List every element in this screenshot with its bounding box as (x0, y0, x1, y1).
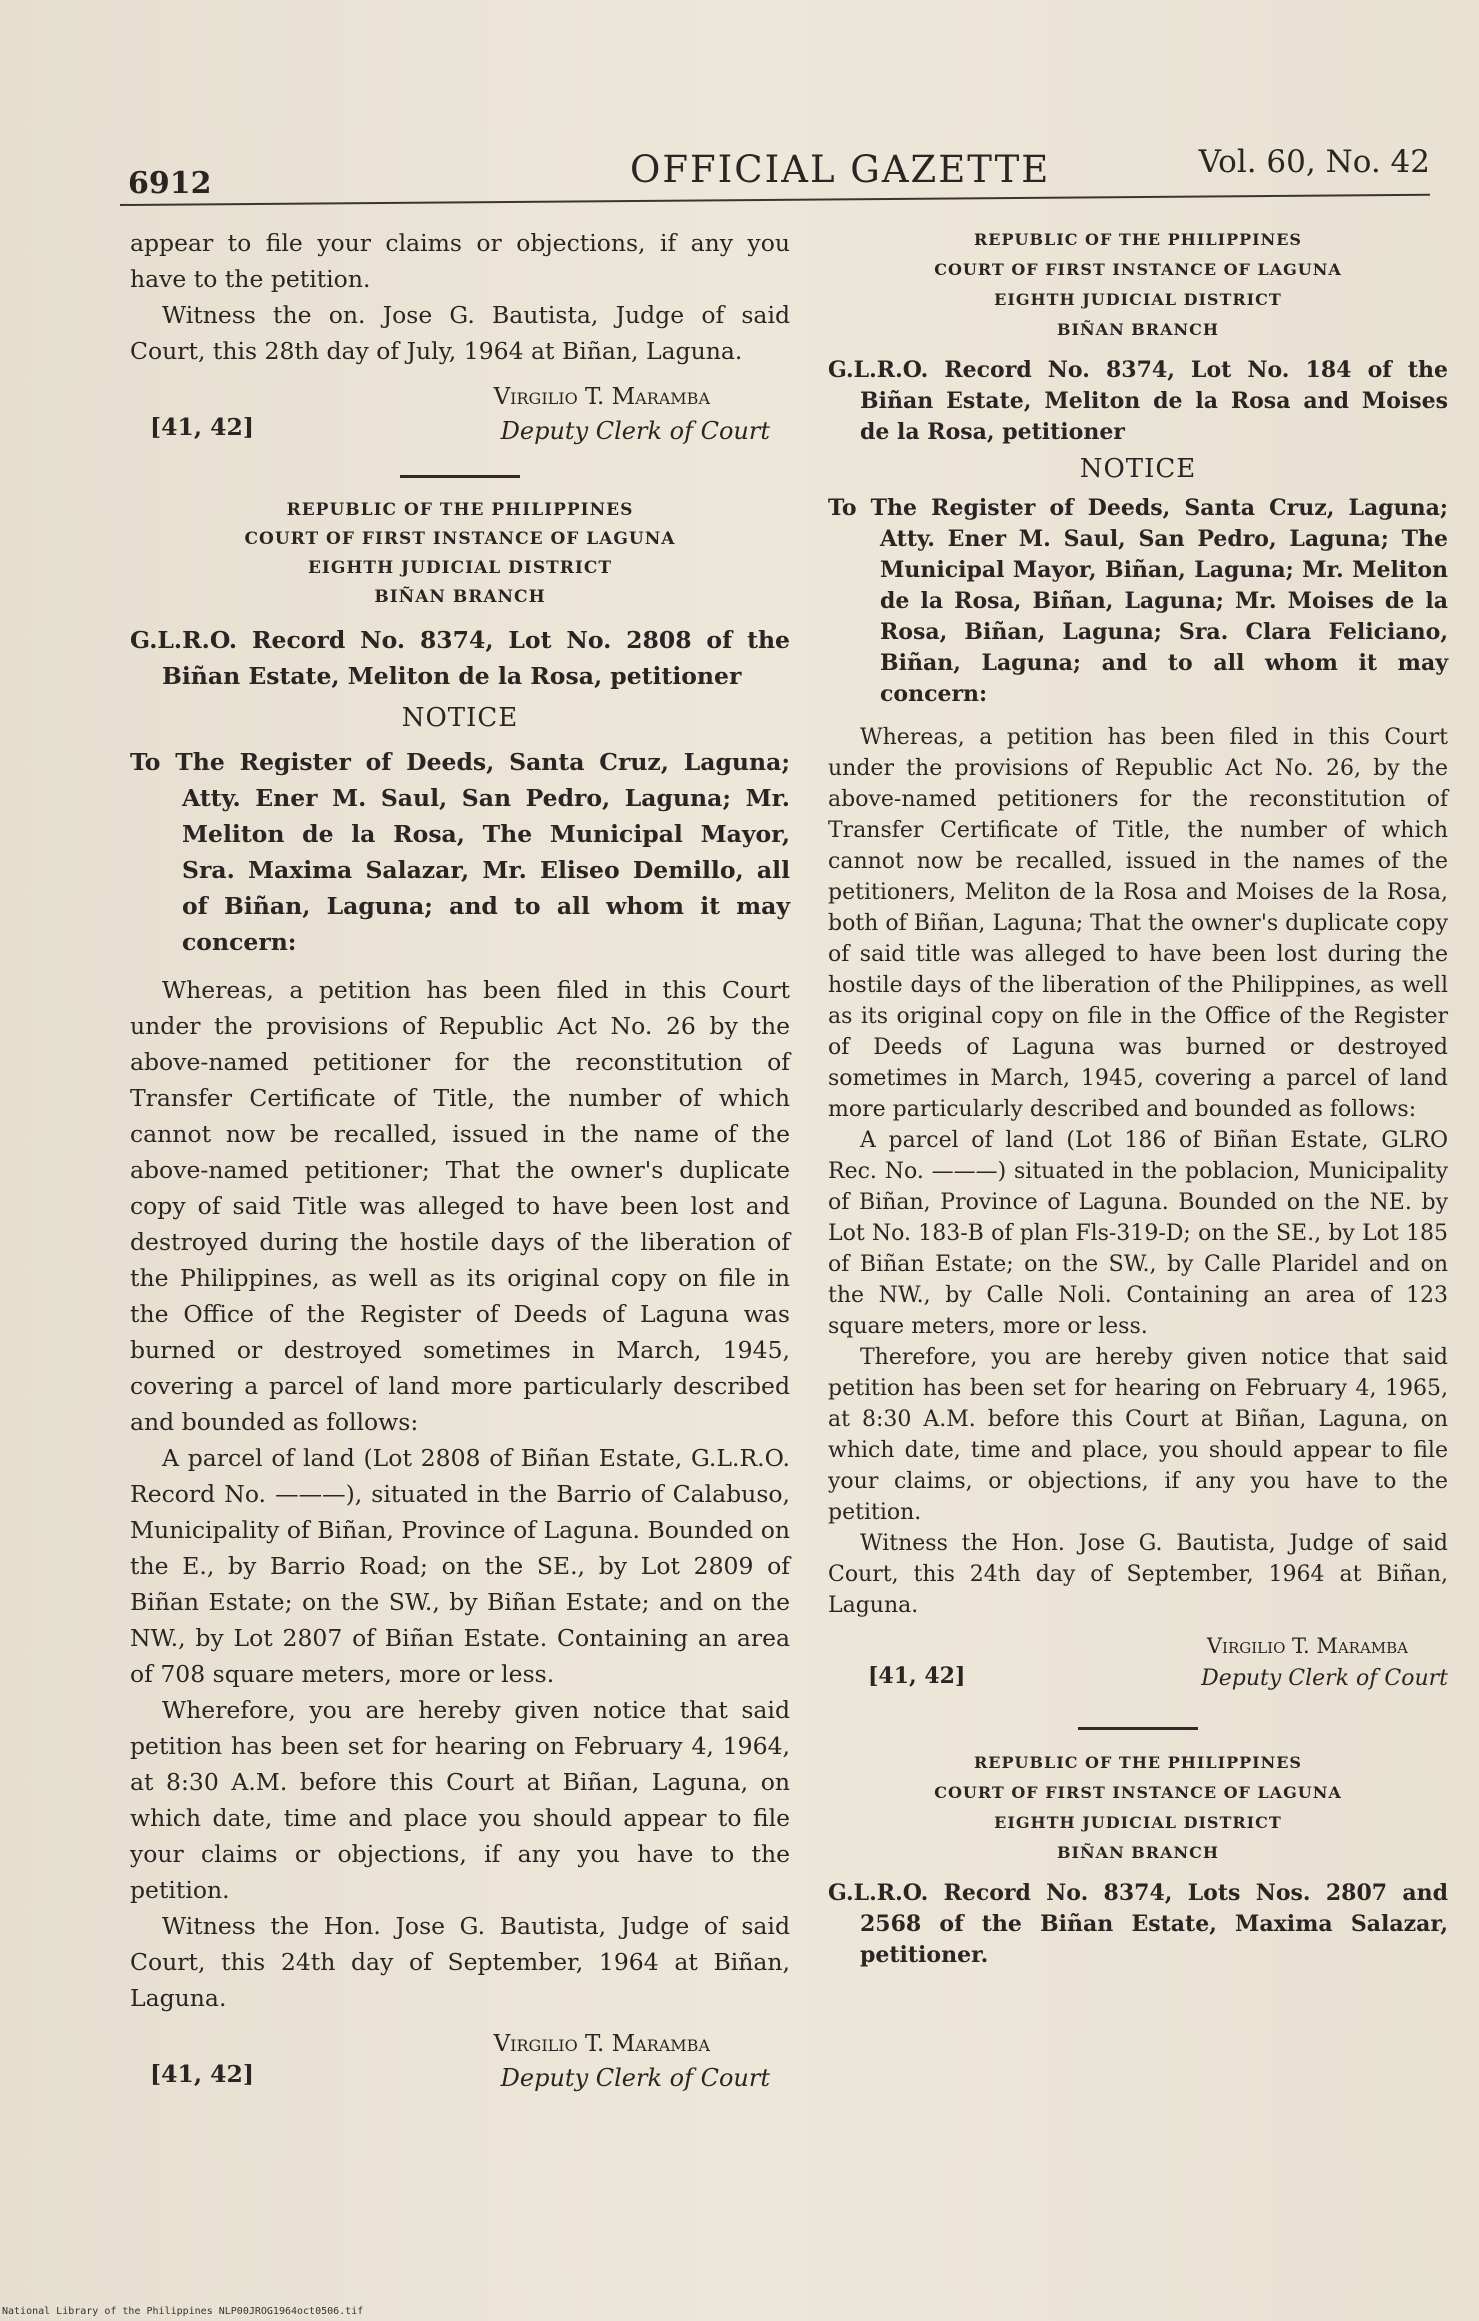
heading-line: BIÑAN BRANCH (1057, 320, 1219, 339)
signatory-title: Deputy Clerk of Court (500, 2064, 770, 2092)
witness-paragraph: Witness the on. Jose G. Bautista, Judge of said Court, this 28th day of July, 1964 at Biñan, Laguna. (130, 301, 790, 365)
scan-footer: National Library of the Philippines NLP00JROG1964oct0506.tif (2, 2306, 364, 2317)
signatory-name: Virgilio T. Maramba (493, 384, 710, 410)
page-number: 6912 (128, 166, 212, 201)
section-divider (1078, 1727, 1198, 1730)
record-line: G.L.R.O. Record No. 8374, Lots Nos. 2807 and 2568 of the Biñan Estate, Maxima Salazar, petitioner. (828, 1880, 1448, 1968)
gazette-title: OFFICIAL GAZETTE (630, 148, 1051, 191)
wherefore-paragraph: Wherefore, you are hereby given notice that said petition has been set for hearing on February 4, 1964, at 8:30 A.M. before this Court at Biñan, Laguna, on which date, time and place you should appear to file your claims or objections, if any you have to the petition. (130, 1696, 790, 1904)
heading-line: COURT OF FIRST INSTANCE OF LAGUNA (244, 529, 676, 549)
court-heading (130, 496, 790, 612)
heading-line: REPUBLIC OF THE PHILIPPINES (286, 500, 634, 520)
heading-line: EIGHTH JUDICIAL DISTRICT (307, 558, 613, 578)
addressee-paragraph: To The Register of Deeds, Santa Cruz, Laguna; Atty. Ener M. Saul, San Pedro, Laguna; Mr. Meliton de la Rosa, The Municipal Mayor, Sra. Maxima Salazar, Mr. Eliseo Demillo, all of Biñan, Laguna; and to all whom it may concern: (130, 748, 790, 956)
parcel-paragraph: A parcel of land (Lot 2808 of Biñan Estate, G.L.R.O. Record No. ———), situated in the Barrio of Calabuso, Municipality of Biñan, Province of Laguna. Bounded on the E., by Barrio Road; on the SE., by Lot 2809 of Biñan Estate; on the SW., by Biñan Estate; and on the NW., by Lot 2807 of Biñan Estate. Containing an area of 708 square meters, more or less. (130, 1444, 790, 1688)
witness-paragraph: Witness the Hon. Jose G. Bautista, Judge of said Court, this 24th day of September, 1964 at Biñan, Laguna. (130, 1912, 790, 2012)
heading-line: COURT OF FIRST INSTANCE OF LAGUNA (934, 1783, 1342, 1802)
volume-number: Vol. 60, No. 42 (1198, 144, 1430, 180)
issue-reference: [41, 42] (150, 2060, 255, 2088)
signature-block (828, 1631, 1448, 1705)
heading-line: BIÑAN BRANCH (374, 587, 546, 607)
heading-line: EIGHTH JUDICIAL DISTRICT (994, 1813, 1282, 1832)
signatory-title: Deputy Clerk of Court (500, 417, 770, 445)
heading-line: BIÑAN BRANCH (1057, 1843, 1219, 1862)
notice-title: NOTICE (401, 703, 519, 733)
therefore-paragraph: Therefore, you are hereby given notice that said petition has been set for hearing on February 4, 1965, at 8:30 A.M. before this Court at Biñan, Laguna, on which date, time and place, you should appear to file your claims, or objections, if any you have to the petition. (828, 1345, 1448, 1525)
record-line: G.L.R.O. Record No. 8374, Lot No. 184 of the Biñan Estate, Meliton de la Rosa and Moises de la Rosa, petitioner (828, 357, 1448, 445)
continued-paragraph: appear to file your claims or objections, if any you have to the petition. (130, 229, 790, 293)
whereas-paragraph: Whereas, a petition has been filed in this Court under the provisions of Republic Act No. 26 by the above-named petitioner for the reconstitution of Transfer Certificate of Title, the number of which cannot now be recalled, issued in the name of the above-named petitioner; That the owner's duplicate copy of said Title was alleged to have been lost and destroyed during the hostile days of the liberation of the Philippines, as well as its original copy on file in the Office of the Register of Deeds of Laguna was burned or destroyed sometimes in March, 1945, covering a parcel of land more particularly described and bounded as follows: (130, 976, 790, 1436)
heading-line: REPUBLIC OF THE PHILIPPINES (974, 230, 1302, 249)
court-heading (828, 225, 1448, 345)
issue-reference: [41, 42] (868, 1663, 966, 1689)
signatory-name: Virgilio T. Maramba (1206, 1634, 1408, 1658)
signatory-name: Virgilio T. Maramba (493, 2031, 710, 2057)
notice-title: NOTICE (1079, 454, 1197, 484)
heading-line: EIGHTH JUDICIAL DISTRICT (994, 290, 1282, 309)
addressee-paragraph: To The Register of Deeds, Santa Cruz, Laguna; Atty. Ener M. Saul, San Pedro, Laguna; The Municipal Mayor, Biñan, Laguna; Mr. Meliton de la Rosa, Biñan, Laguna; Mr. Moises de la Rosa, Biñan, Laguna; Sra. Clara Feliciano, Biñan, Laguna; and to all whom it may concern: (828, 495, 1448, 707)
section-divider (400, 475, 520, 478)
witness-paragraph: Witness the Hon. Jose G. Bautista, Judge of said Court, this 24th day of September, 1964 at Biñan, Laguna. (828, 1531, 1448, 1618)
heading-line: COURT OF FIRST INSTANCE OF LAGUNA (934, 260, 1342, 279)
issue-reference: [41, 42] (150, 413, 255, 441)
signature-block (130, 2026, 790, 2100)
parcel-paragraph: A parcel of land (Lot 186 of Biñan Estate, GLRO Rec. No. ———) situated in the poblacion, Municipality of Biñan, Province of Laguna. Bounded on the NE. by Lot No. 183-B of plan Fls-319-D; on the SE., by Lot 185 of Biñan Estate; on the SW., by Calle Plaridel and on the NW., by Calle Noli. Containing an area of 123 square meters, more or less. (828, 1128, 1448, 1339)
left-column (130, 225, 790, 2100)
heading-line: REPUBLIC OF THE PHILIPPINES (974, 1753, 1302, 1772)
record-line: G.L.R.O. Record No. 8374, Lot No. 2808 of the Biñan Estate, Meliton de la Rosa, petitioner (130, 626, 790, 690)
court-heading (828, 1748, 1448, 1868)
signature-block (130, 379, 790, 453)
right-column (828, 225, 1448, 1971)
whereas-paragraph: Whereas, a petition has been filed in this Court under the provisions of Republic Act No. 26, by the above-named petitioners for the reconstitution of Transfer Certificate of Title, the number of which cannot now be recalled, issued in the names of the petitioners, Meliton de la Rosa and Moises de la Rosa, both of Biñan, Laguna; That the owner's duplicate copy of said title was alleged to have been lost during the hostile days of the liberation of the Philippines, as well as its original copy on file in the Office of the Register of Deeds of Laguna was burned or destroyed sometimes in March, 1945, covering a parcel of land more particularly described and bounded as follows: (828, 725, 1448, 1122)
signatory-title: Deputy Clerk of Court (1201, 1666, 1448, 1691)
